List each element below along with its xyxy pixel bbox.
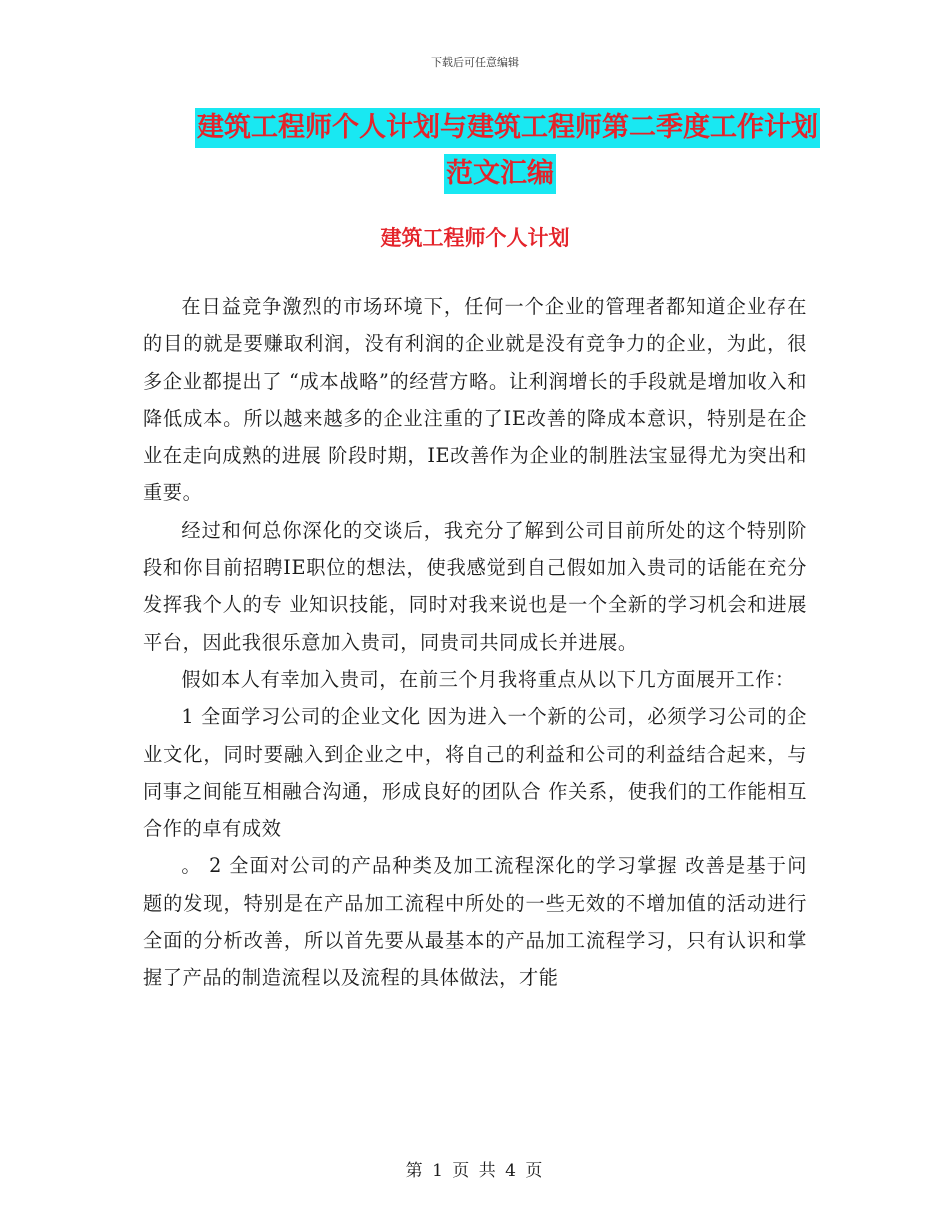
- paragraph-1: 在日益竞争激烈的市场环境下，任何一个企业的管理者都知道企业存在的目的就是要赚取利润，没有利润的企业就是没有竞争力的企业，为此，很多企业都提出了 “成本战略”的经营方略。让利润增长的手段就是增加收入和降低成本。所以越来越多的企业注重的了IE改善的降成本意识，特别是在企业在走向成熟的进展 阶段时期，IE改善作为企业的制胜法宝显得尤为突出和重要。: [143, 295, 807, 505]
- paragraph-4: 1 全面学习公司的企业文化 因为进入一个新的公司，必须学习公司的企业文化，同时要融入到企业之中，将自己的利益和公司的利益结合起来，与同事之间能互相融合沟通，形成良好的团队合 作关系，使我们的工作能相互合作的卓有成效: [143, 705, 807, 841]
- paragraph-5: 。 2 全面对公司的产品种类及加工流程深化的学习掌握 改善是基于问题的发现，特别是在产品加工流程中所处的一些无效的不增加值的活动进行全面的分析改善，所以首先要从最基本的产品加工流程学习，只有认识和掌 握了产品的制造流程以及流程的具体做法，才能: [143, 854, 807, 990]
- page-number: 第 1 页 共 4 页: [405, 1161, 545, 1181]
- document-title: [195, 108, 818, 194]
- paragraph-2: 经过和何总你深化的交谈后，我充分了解到公司目前所处的这个特别阶段和你目前招聘IE职位的想法，使我感觉到自己假如加入贵司的话能在充分发挥我个人的专 业知识技能，同时对我来说也是一个全新的学习机会和进展平台，因此我很乐意加入贵司，同贵司共同成长并进展。: [143, 518, 807, 654]
- paragraph-3: 假如本人有幸加入贵司，在前三个月我将重点从以下几方面展开工作：: [181, 667, 795, 691]
- body-text: [143, 288, 807, 997]
- title-line-1: 建筑工程师个人计划与建筑工程师第二季度工作计划: [195, 108, 820, 148]
- header-note: 下载后可任意编辑: [431, 56, 519, 69]
- section-heading: 建筑工程师个人计划: [380, 226, 570, 250]
- title-line-2: 范文汇编: [444, 154, 556, 194]
